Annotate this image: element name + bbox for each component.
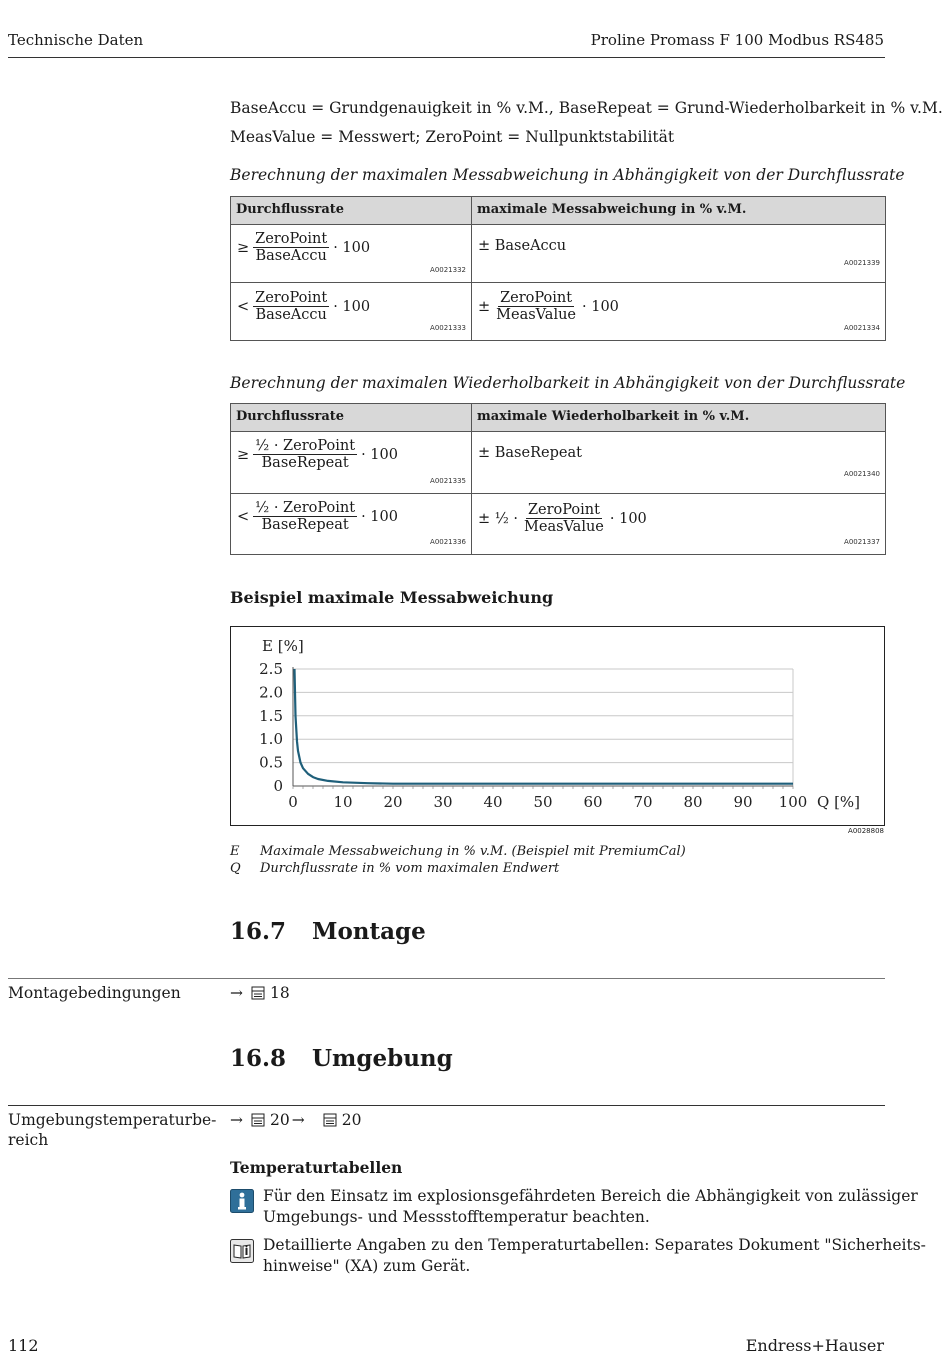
page-number: 20 <box>341 1111 362 1129</box>
result-formula: ± BaseAccu <box>478 238 567 254</box>
x-tick-label: 20 <box>383 793 403 811</box>
page-number-footer: 112 <box>8 1336 39 1355</box>
x-tick-label: 30 <box>433 793 453 811</box>
legend-text-q: Durchflussrate in % vom maximalen Endwert <box>260 861 560 876</box>
y-tick-label: 1.5 <box>259 706 283 725</box>
multiplier: · 100 <box>333 239 371 256</box>
fraction-numerator: ZeroPoint <box>255 231 328 247</box>
book-note-line1: Detaillierte Angaben zu den Temperaturtabellen: Separates Dokument "Sicherheits- <box>263 1236 926 1254</box>
y-tick-label: 0.5 <box>259 753 283 772</box>
info-icon <box>230 1189 254 1213</box>
multiplier: · 100 <box>609 510 647 527</box>
table1-cell-r2-result <box>472 283 886 341</box>
table2-header-flow: Durchflussrate <box>231 404 472 432</box>
x-tick-label: 50 <box>533 793 553 811</box>
graphic-id: A0021337 <box>844 538 880 546</box>
table1-cell-r2-condition <box>231 283 472 341</box>
info-note-line2: Umgebungs- und Messstofftemperatur beachten. <box>263 1208 650 1226</box>
example-heading: Beispiel maximale Messabweichung <box>230 588 554 607</box>
page-icon <box>251 986 265 1000</box>
section-rule <box>8 1105 885 1106</box>
x-axis-label: Q [%] <box>817 793 861 811</box>
fraction-numerator: ZeroPoint <box>255 290 328 306</box>
fraction-numerator: ½ · ZeroPoint <box>255 500 356 516</box>
page-icon <box>251 1113 265 1127</box>
y-tick-label: 2.5 <box>259 660 283 678</box>
graphic-id: A0021332 <box>430 266 466 274</box>
legend-key-e: E <box>230 844 240 859</box>
repeatability-table <box>230 403 886 555</box>
accuracy-table <box>230 196 886 341</box>
result-prefix: ± ½ · <box>478 510 519 527</box>
arrow-icon: → <box>230 1111 243 1129</box>
section-16-8-title: Umgebung <box>312 1045 453 1072</box>
montagebedingungen-label: Montagebedingungen <box>8 984 181 1002</box>
fraction-denominator: MeasValue <box>524 519 604 535</box>
fraction <box>253 231 329 264</box>
y-tick-label: 1.0 <box>259 730 283 749</box>
umgebung-label-line1: Umgebungstemperaturbe- <box>8 1111 217 1129</box>
info-note-line1: Für den Einsatz im explosionsgefährdeten Bereich die Abhängigkeit von zulässiger <box>263 1187 918 1205</box>
umgebung-label-line2: reich <box>8 1131 49 1149</box>
graphic-id: A0021333 <box>430 324 466 332</box>
y-axis-label: E [%] <box>262 637 304 655</box>
table1-cell-r1-condition <box>231 225 472 283</box>
umgebung-page-refs[interactable] <box>230 1111 361 1129</box>
book-reference-icon <box>230 1239 254 1263</box>
table2-cell-r2-condition <box>231 494 472 555</box>
brand-footer: Endress+Hauser <box>745 1336 884 1355</box>
table2-cell-r1-result <box>472 432 886 494</box>
intro-line-1: BaseAccu = Grundgenauigkeit in % v.M., BaseRepeat = Grund-Wiederholbarkeit in % v.M. <box>230 99 943 117</box>
graphic-id: A0021340 <box>844 470 880 478</box>
table1-header-result: maximale Messabweichung in % v.M. <box>472 197 886 225</box>
sign: ≥ <box>237 239 250 256</box>
intro-line-2: MeasValue = Messwert; ZeroPoint = Nullpunktstabilität <box>230 128 675 146</box>
page-number: 18 <box>270 984 290 1002</box>
graphic-id: A0021336 <box>430 538 466 546</box>
result-prefix: ± <box>478 298 491 315</box>
fraction-denominator: BaseRepeat <box>261 455 349 471</box>
x-tick-label: 80 <box>683 793 703 811</box>
fraction-denominator: BaseAccu <box>255 307 327 323</box>
result-formula: ± BaseRepeat <box>478 445 582 461</box>
sign: ≥ <box>237 446 250 463</box>
y-tick-label: 0 <box>273 777 283 795</box>
header-rule <box>8 57 885 58</box>
x-tick-label: 40 <box>483 793 503 811</box>
running-header-left: Technische Daten <box>8 31 144 49</box>
y-tick-label: 2.0 <box>259 683 283 702</box>
figure-id: A0028808 <box>848 827 884 835</box>
error-curve-line <box>295 669 794 784</box>
x-tick-label: 60 <box>583 793 603 811</box>
table2-caption: Berechnung der maximalen Wiederholbarkeit in Abhängigkeit von der Durchflussrate <box>230 374 906 392</box>
page-icon <box>323 1113 337 1127</box>
table1-caption: Berechnung der maximalen Messabweichung in Abhängigkeit von der Durchflussrate <box>230 166 905 184</box>
table2-cell-r1-condition <box>231 432 472 494</box>
fraction-denominator: BaseRepeat <box>261 517 349 533</box>
table1-cell-r1-result <box>472 225 886 283</box>
fraction <box>494 290 578 323</box>
fraction <box>522 502 606 535</box>
arrow-icon: → <box>291 1111 305 1129</box>
section-16-7-number: 16.7 <box>230 918 287 945</box>
x-tick-label: 0 <box>288 793 298 811</box>
fraction-numerator: ZeroPoint <box>527 502 600 518</box>
graphic-id: A0021335 <box>430 477 466 485</box>
x-tick-label: 70 <box>633 793 653 811</box>
section-16-7-title: Montage <box>312 918 426 945</box>
x-tick-label: 100 <box>778 793 808 811</box>
book-note-line2: hinweise" (XA) zum Gerät. <box>263 1257 471 1275</box>
montage-page-ref[interactable] <box>230 984 290 1002</box>
fraction-numerator: ZeroPoint <box>500 290 573 306</box>
section-16-8-number: 16.8 <box>230 1045 287 1072</box>
legend-text-e: Maximale Messabweichung in % v.M. (Beispiel mit PremiumCal) <box>260 844 686 859</box>
legend-key-q: Q <box>230 861 241 876</box>
fraction <box>253 438 357 471</box>
fraction-numerator: ½ · ZeroPoint <box>255 438 356 454</box>
fraction <box>253 500 357 533</box>
page-number: 20 <box>270 1111 290 1129</box>
multiplier: · 100 <box>361 508 398 525</box>
section-rule <box>8 978 885 979</box>
graphic-id: A0021334 <box>844 324 880 332</box>
fraction <box>253 290 329 323</box>
multiplier: · 100 <box>582 298 619 315</box>
fraction-denominator: MeasValue <box>496 307 577 323</box>
multiplier: · 100 <box>361 446 398 463</box>
temperaturtabellen-heading: Temperaturtabellen <box>230 1158 403 1177</box>
table2-cell-r2-result <box>472 494 886 555</box>
x-tick-label: 90 <box>733 793 753 811</box>
multiplier: · 100 <box>333 298 371 315</box>
x-tick-label: 10 <box>333 793 353 811</box>
fraction-denominator: BaseAccu <box>255 248 327 264</box>
table1-header-flow: Durchflussrate <box>231 197 472 225</box>
graphic-id: A0021339 <box>844 259 880 267</box>
sign: < <box>237 298 250 315</box>
error-curve-chart <box>230 626 885 826</box>
running-header-right: Proline Promass F 100 Modbus RS485 <box>590 31 884 49</box>
table2-header-result: maximale Wiederholbarkeit in % v.M. <box>472 404 886 432</box>
arrow-icon: → <box>230 984 243 1002</box>
sign: < <box>237 508 250 525</box>
